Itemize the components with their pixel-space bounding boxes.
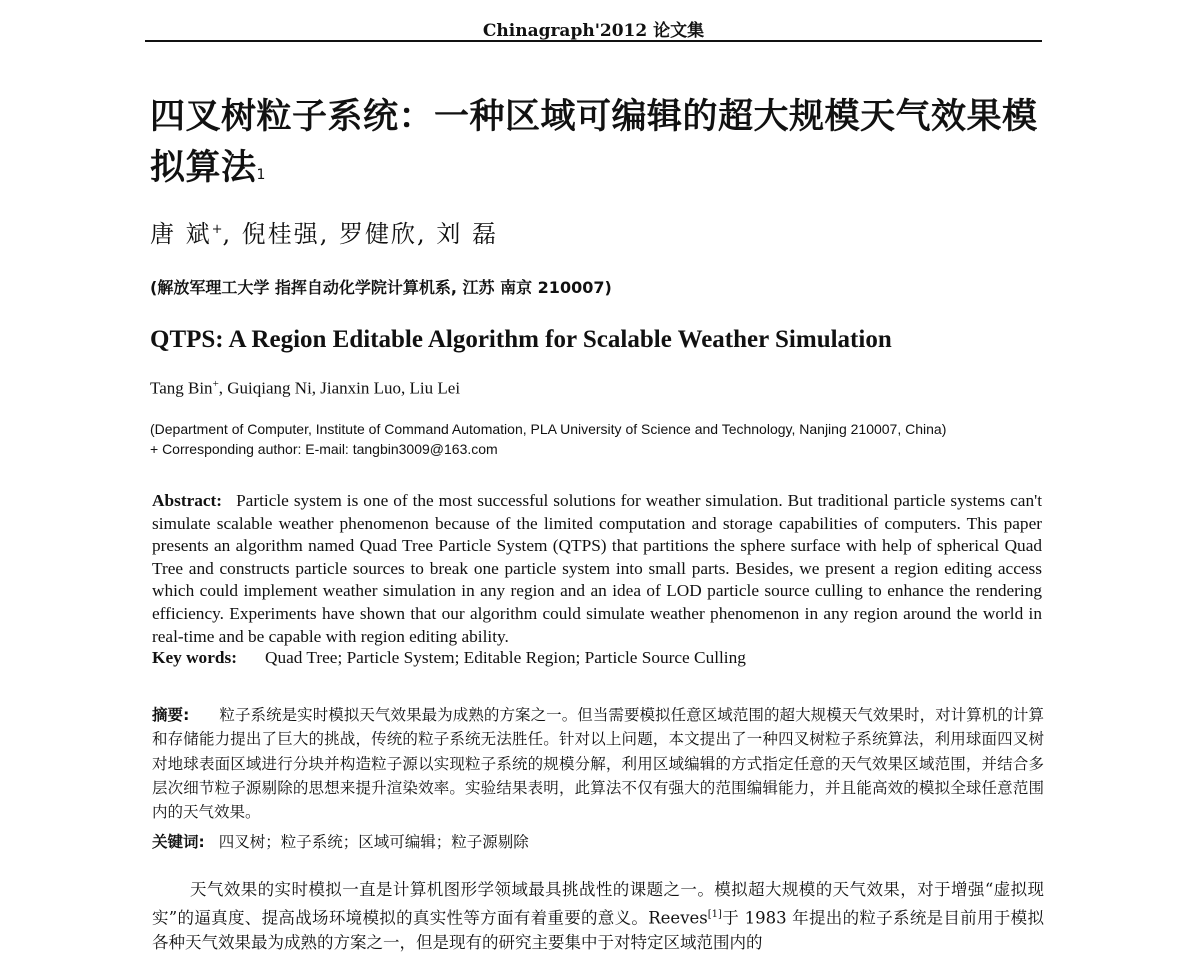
authors-cn-rest: , 倪桂强, 罗健欣, 刘 磊 (222, 220, 498, 248)
abstract-en-text: Particle system is one of the most successful solutions for weather simulation. But traditional particle systems can't simulate scalable weather phenomenon because of the limited computation and storage capabilities of computers. This paper presents an algorithm named Quad Tree Particle System (QTPS) that partitions the sphere surface with help of spherical Quad Tree and constructs particle sources to break one particle system into small parts. Besides, we present a region editing access which could implement weather simulation in any region and an idea of LOD particle source culling to enhance the rendering efficiency. Experiments have shown that our algorithm could simulate weather phenomenon in any region around the world in real-time and be capable with region editing ability. (152, 491, 1042, 646)
title-footnote-mark: 1 (256, 167, 266, 183)
title-cn (150, 92, 1050, 201)
keywords-cn (152, 830, 1044, 852)
running-header: Chinagraph'2012 论文集 (482, 21, 705, 41)
abstract-en (152, 490, 1042, 648)
title-cn-text: 四叉树粒子系统：一种区域可编辑的超大规模天气效果模拟算法 (150, 97, 1038, 188)
corresponding-author: + Corresponding author: E-mail: tangbin3009@163.com (150, 441, 498, 457)
keywords-en-text: Quad Tree; Particle System; Editable Region; Particle Source Culling (264, 648, 746, 667)
affiliation-cn: (解放军理工大学 指挥自动化学院计算机系, 江苏 南京 210007) (150, 278, 612, 297)
corresponding-mark-cn: + (211, 222, 223, 237)
abstract-cn-text: 粒子系统是实时模拟天气效果最为成熟的方案之一。但当需要模拟任意区域范围的超大规模天气效果时，对计算机的计算和存储能力提出了巨大的挑战，传统的粒子系统无法胜任。针对以上问题，本文提出了一种四叉树粒子系统算法，利用球面四叉树对地球表面区域进行分块并构造粒子源以实现粒子系统的规模分解，利用区域编辑的方式指定任意的天气效果区域范围，并结合多层次细节粒子源剔除的思想来提升渲染效率。实验结果表明，此算法不仅有强大的范围编辑能力，并且能高效的模拟全球任意范围内的天气效果。 (152, 706, 1044, 822)
authors-cn (150, 214, 498, 249)
author-cn-first: 唐 斌 (150, 220, 212, 248)
affiliation-en (150, 419, 1050, 459)
body-text-a: 天气效果的实时模拟一直是计算机图形学领域最具挑战性的课题之一。模拟超大规模的天气效果，对于增强“虚拟现实”的逼真度、提高战场环境模拟的真实性等方面有着重要的意义。Reeves (152, 880, 1044, 927)
title-en: QTPS: A Region Editable Algorithm for Scalable Weather Simulation (150, 326, 892, 353)
authors-en-rest: , Guiqiang Ni, Jianxin Luo, Liu Lei (218, 378, 461, 398)
abstract-cn (152, 703, 1044, 824)
affiliation-en-line: (Department of Computer, Institute of Command Automation, PLA University of Science and Technology, Nanjing 210007, China) (150, 421, 947, 437)
keywords-en-label: Key words: (152, 648, 237, 667)
keywords-cn-label: 关键词: (152, 833, 205, 851)
citation-ref[interactable]: [1] (707, 908, 722, 920)
corresponding-mark-en: + (212, 378, 219, 390)
keywords-cn-text: 四叉树；粒子系统；区域可编辑；粒子源剔除 (218, 833, 529, 851)
abstract-en-label: Abstract: (152, 491, 223, 510)
header-rule (145, 40, 1042, 42)
body-paragraph-intro (152, 878, 1044, 955)
authors-en (150, 378, 460, 399)
keywords-en (152, 648, 1042, 668)
author-en-first: Tang Bin (150, 378, 213, 398)
body-text-b: 于 1983 年提出的粒子系统是目前用于模拟各种天气效果最为成熟的方案之一，但是现有的研究主要集中于对特定区域范围内的 (152, 908, 1044, 952)
abstract-cn-label: 摘要: (152, 706, 190, 724)
